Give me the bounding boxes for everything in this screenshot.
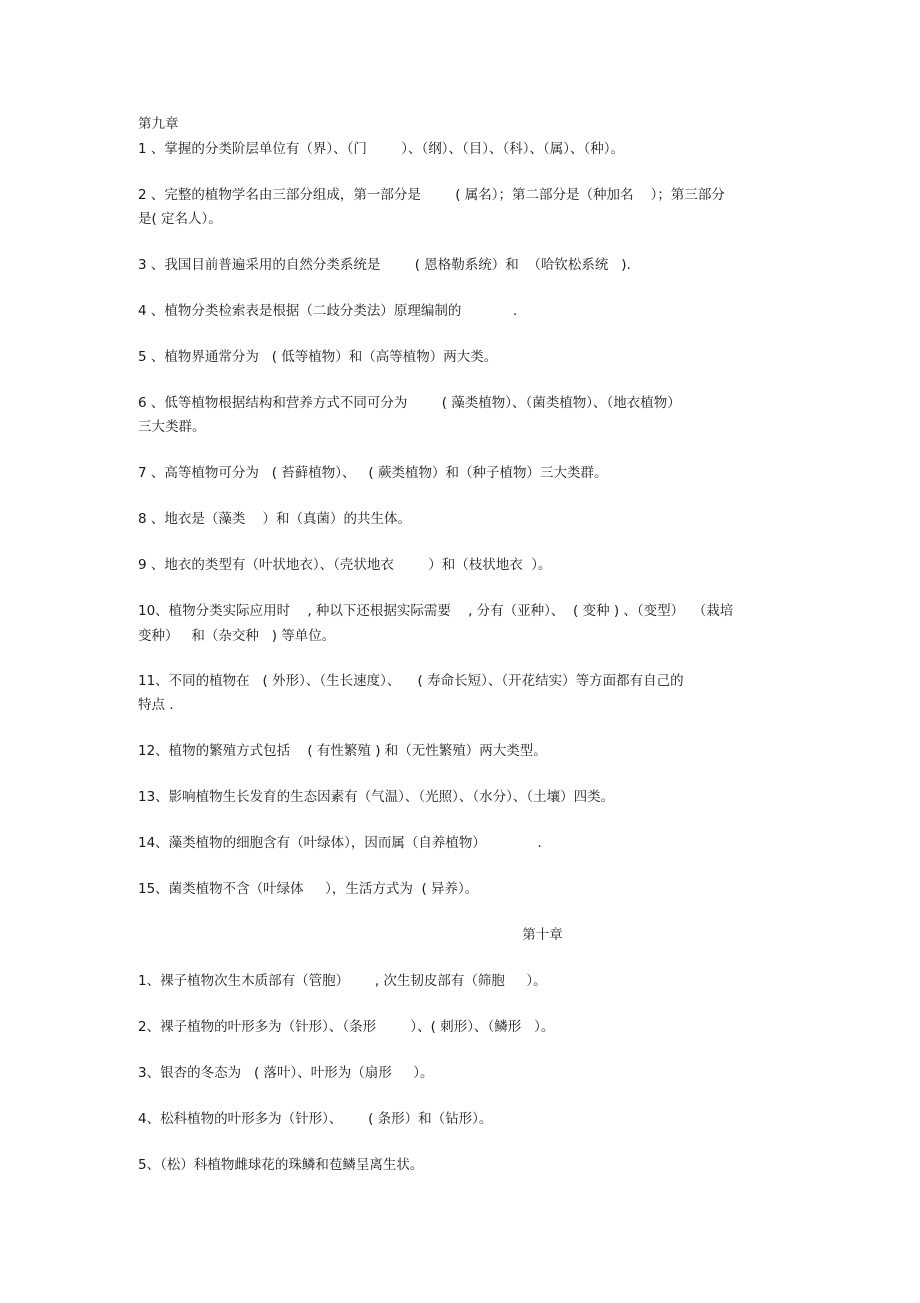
ch9-item-7: 7 、高等植物可分为 ( 苔藓植物）、 ( 蕨类植物）和（种子植物）三大类群。	[138, 465, 608, 481]
ch9-item-2: 2 、完整的植物学名由三部分组成，第一部分是 ( 属名）；第二部分是（种加名 ）；第三部分	[138, 187, 725, 203]
ch9-item-1: 1 、掌握的分类阶层单位有（界）、（门 ）、（纲）、（目）、（科）、（属）、（种）。	[138, 141, 624, 157]
ch9-item-14: 14、藻类植物的细胞含有（叶绿体），因而属（自养植物） .	[138, 835, 542, 851]
ch9-item-10: 10、植物分类实际应用时 , 种以下还根据实际需要 , 分有（亚种）、 ( 变种 ) 、（变型） （栽培	[138, 603, 734, 619]
chapter9-title: 第九章	[138, 116, 179, 132]
ch9-item-11-cont: 特点 .	[138, 697, 174, 713]
ch9-item-11: 11、不同的植物在 ( 外形）、（生长速度）、 ( 寿命长短）、（开花结实）等方面都有自己的	[138, 673, 684, 689]
ch10-item-3: 3、银杏的冬态为 ( 落叶）、叶形为（扇形 ）。	[138, 1065, 434, 1081]
ch9-item-3: 3 、我国目前普遍采用的自然分类系统是 ( 恩格勒系统）和 （哈钦松系统 ).	[138, 257, 631, 273]
ch9-item-15: 15、菌类植物不含（叶绿体 ），生活方式为 ( 异养）。	[138, 881, 479, 897]
ch9-item-13: 13、影响植物生长发育的生态因素有（气温）、（光照）、（水分）、（土壤）四类。	[138, 789, 615, 805]
ch9-item-2-cont: 是( 定名人）。	[138, 211, 222, 227]
ch9-item-10-cont: 变种） 和（杂交种 ) 等单位。	[138, 628, 336, 644]
ch9-item-4: 4 、植物分类检索表是根据（二歧分类法）原理编制的 .	[138, 303, 518, 319]
ch10-item-2: 2、裸子植物的叶形多为（针形）、（条形 ）、( 刺形）、（鳞形 ）。	[138, 1019, 555, 1035]
ch9-item-6: 6 、低等植物根据结构和营养方式不同可分为 ( 藻类植物）、（菌类植物）、（地衣植物）	[138, 395, 681, 411]
ch9-item-8: 8 、地衣是（藻类 ）和（真菌）的共生体。	[138, 511, 412, 527]
ch9-item-6-cont: 三大类群。	[138, 419, 206, 435]
ch10-item-4: 4、松科植物的叶形多为（针形）、 ( 条形）和（钻形）。	[138, 1111, 493, 1127]
ch9-item-5: 5 、植物界通常分为 ( 低等植物）和（高等植物）两大类。	[138, 349, 498, 365]
ch10-item-1: 1、裸子植物次生木质部有（管胞） , 次生韧皮部有（筛胞 ）。	[138, 973, 547, 989]
chapter10-title: 第十章	[522, 927, 563, 943]
ch10-item-5: 5、（松）科植物雌球花的珠鳞和苞鳞呈离生状。	[138, 1157, 424, 1173]
ch9-item-9: 9 、地衣的类型有（叶状地衣）、（壳状地衣 ）和（枝状地衣 ）。	[138, 557, 552, 573]
ch9-item-12: 12、植物的繁殖方式包括 ( 有性繁殖 ) 和（无性繁殖）两大类型。	[138, 743, 547, 759]
